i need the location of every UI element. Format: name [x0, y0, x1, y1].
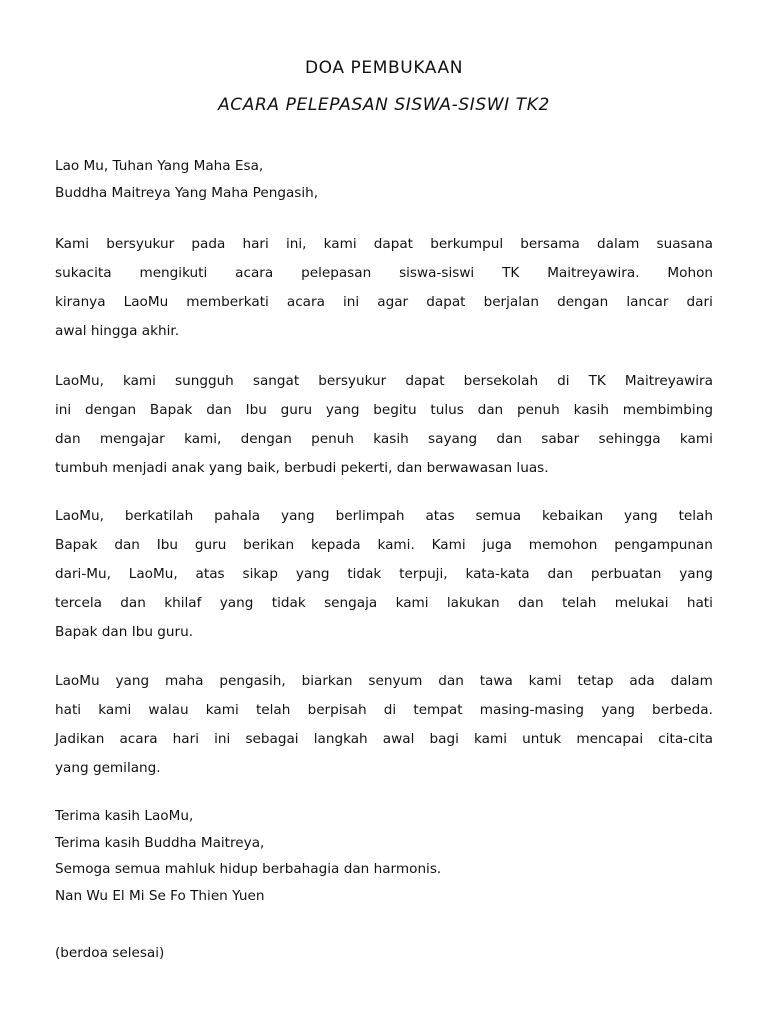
paragraph-line: tumbuh menjadi anak yang baik, berbudi pekerti, dan berwawasan luas.	[55, 460, 549, 476]
closing	[55, 803, 713, 909]
document-title: DOA PEMBUKAAN	[304, 58, 464, 78]
paragraph-4	[55, 667, 713, 783]
paragraph-line: Kami bersyukur pada hari ini, kami dapat berkumpul bersama dalam suasana	[55, 236, 713, 252]
paragraph-line: hati kami walau kami telah berpisah di tempat masing-masing yang berbeda.	[55, 702, 713, 718]
paragraph-line: kiranya LaoMu memberkati acara ini agar dapat berjalan dengan lancar dari	[55, 294, 713, 310]
paragraph-line: ini dengan Bapak dan Ibu guru yang begitu tulus dan penuh kasih membimbing	[55, 402, 713, 418]
salutation-line: Buddha Maitreya Yang Maha Pengasih,	[55, 184, 319, 201]
closing-line: Nan Wu El Mi Se Fo Thien Yuen	[55, 887, 265, 904]
salutation	[55, 153, 713, 206]
paragraph-line: Bapak dan Ibu guru.	[55, 624, 194, 640]
paragraph-line: LaoMu yang maha pengasih, biarkan senyum dan tawa kami tetap ada dalam	[55, 673, 713, 689]
closing-line: Terima kasih Buddha Maitreya,	[55, 834, 265, 851]
paragraph-line: dari-Mu, LaoMu, atas sikap yang tidak terpuji, kata-kata dan perbuatan yang	[55, 566, 713, 582]
closing-line: Semoga semua mahluk hidup berbahagia dan harmonis.	[55, 861, 442, 877]
closing-line: Terima kasih LaoMu,	[55, 808, 194, 824]
paragraph-line: LaoMu, berkatilah pahala yang berlimpah atas semua kebaikan yang telah	[55, 508, 713, 524]
paragraph-1	[55, 230, 713, 346]
paragraph-3	[55, 502, 713, 647]
paragraph-line: awal hingga akhir.	[55, 323, 180, 339]
closing-note	[55, 939, 713, 968]
paragraph-line: tercela dan khilaf yang tidak sengaja kami lakukan dan telah melukai hati	[55, 595, 713, 611]
paragraph-line: LaoMu, kami sungguh sangat bersyukur dapat bersekolah di TK Maitreyawira	[55, 373, 713, 389]
paragraph-line: sukacita mengikuti acara pelepasan siswa-siswi TK Maitreyawira. Mohon	[55, 265, 713, 281]
note-line: (berdoa selesai)	[55, 945, 165, 961]
document-subtitle: ACARA PELEPASAN SISWA-SISWI TK2	[218, 95, 550, 115]
salutation-line: Lao Mu, Tuhan Yang Maha Esa,	[55, 158, 264, 174]
paragraph-line: Jadikan acara hari ini sebagai langkah awal bagi kami untuk mencapai cita-cita	[55, 731, 713, 747]
paragraph-2	[55, 367, 713, 483]
paragraph-line: yang gemilang.	[55, 760, 161, 776]
paragraph-line: Bapak dan Ibu guru berikan kepada kami. Kami juga memohon pengampunan	[55, 537, 713, 553]
paragraph-line: dan mengajar kami, dengan penuh kasih sayang dan sabar sehingga kami	[55, 431, 713, 447]
